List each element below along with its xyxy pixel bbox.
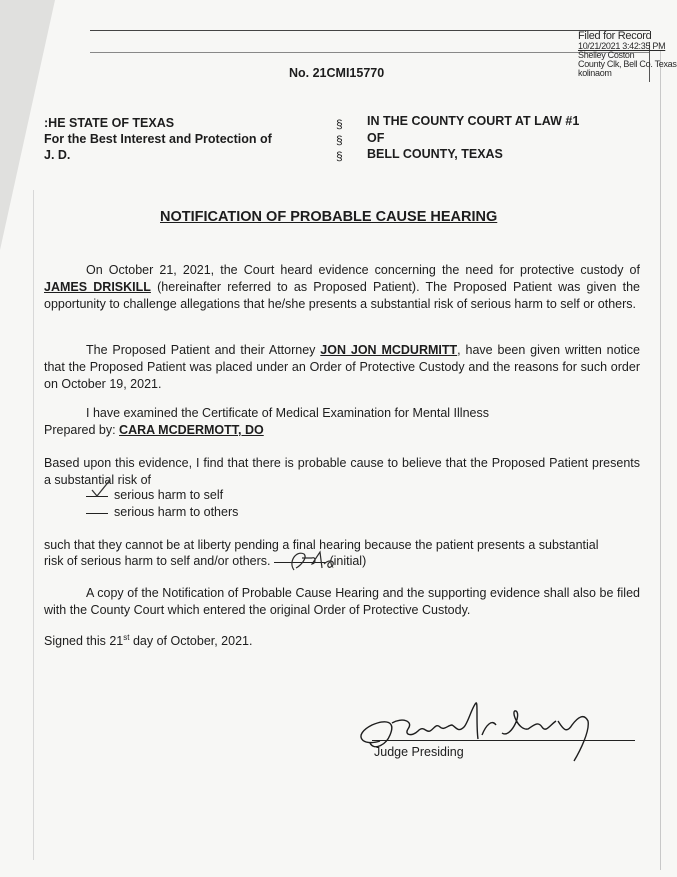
caption-right-3: BELL COUNTY, TEXAS: [367, 147, 503, 161]
signed-pre: Signed this 21: [44, 634, 124, 649]
paragraph-probable-cause: Based upon this evidence, I find that there is probable cause to believe that the Proposed Patient presents a substantial risk of: [44, 456, 640, 487]
certificate-line: I have examined the Certificate of Medical Examination for Mental Illness: [86, 406, 489, 420]
option-label: serious harm to others: [114, 505, 239, 519]
stamp-line-5: kolinaom: [578, 68, 612, 78]
para5-line2-pre: risk of serious harm to self and/or others.: [44, 554, 274, 568]
para2-post: , have been given written notice that the Proposed Patient was placed under an Order of Protective Custody and the reasons for such order on October 19, 2021.: [44, 343, 641, 391]
prepared-label: Prepared by:: [44, 423, 120, 437]
cause-number: No. 21CMI15770: [289, 66, 385, 80]
stamp-line-2: 10/21/2021 3:42:35 PM: [578, 41, 666, 51]
paragraph-notice: [44, 342, 640, 393]
para6-text: A copy of the Notification of Probable Cause Hearing and the supporting evidence shall also be filed with the County Court which entered the original Order of Protective Custody.: [44, 586, 640, 617]
initials-handwriting-icon: [286, 544, 342, 578]
paragraph-final-hearing-line1: such that they cannot be at liberty pending a final hearing because the patient presents a substantial: [44, 538, 599, 552]
paragraph-hearing: [44, 262, 640, 313]
stamp-line-1: Filed for Record: [578, 30, 652, 42]
top-rule-secondary: [90, 52, 650, 53]
signature-line: [372, 740, 635, 741]
doctor-name: CARA MCDERMOTT, DO: [119, 423, 264, 437]
patient-name: JAMES DRISKILL: [44, 280, 151, 294]
stamp-line-4: County Clk, Bell Co. Texas: [578, 59, 677, 69]
section-symbol: §: [336, 133, 343, 147]
scan-edge-left: [33, 190, 34, 860]
judge-presiding-label: Judge Presiding: [374, 745, 464, 759]
signed-sup: st: [123, 633, 130, 642]
section-symbol: §: [336, 149, 343, 163]
initial-label: (initial): [325, 554, 367, 568]
stamp-line-3: Shelley Coston: [578, 50, 635, 60]
option-harm-others: [86, 505, 238, 519]
check-mark-icon: [86, 478, 116, 500]
para2-pre: The Proposed Patient and their Attorney: [86, 343, 321, 357]
paragraph-copy: [44, 585, 640, 619]
signed-post: day of October, 2021.: [129, 634, 253, 649]
section-symbol: §: [336, 117, 343, 131]
caption-right-1: IN THE COUNTY COURT AT LAW #1: [367, 114, 580, 128]
prepared-by-line: [44, 423, 264, 437]
top-rule: [90, 30, 650, 31]
scan-edge-right: [660, 50, 661, 870]
para1-pre: On October 21, 2021, the Court heard evidence concerning the need for protective custody of: [86, 263, 640, 277]
filing-stamp: [578, 30, 677, 78]
checkbox-blank-others: [86, 513, 108, 514]
para1-post: (hereinafter referred to as Proposed Patient). The Proposed Patient was given the opportunity to challenge allegations that he/she presents a substantial risk of serious harm to self or others.: [44, 280, 641, 311]
signed-date: [44, 633, 252, 648]
caption-right-2: OF: [367, 131, 385, 145]
caption-left-3: J. D.: [44, 148, 71, 162]
caption-left-2: For the Best Interest and Protection of: [44, 132, 272, 146]
caption-left-1: :HE STATE OF TEXAS: [44, 116, 175, 130]
option-label: serious harm to self: [114, 488, 224, 502]
document-title: NOTIFICATION OF PROBABLE CAUSE HEARING: [160, 209, 498, 225]
attorney-name: JON JON MCDURMITT: [320, 343, 458, 357]
